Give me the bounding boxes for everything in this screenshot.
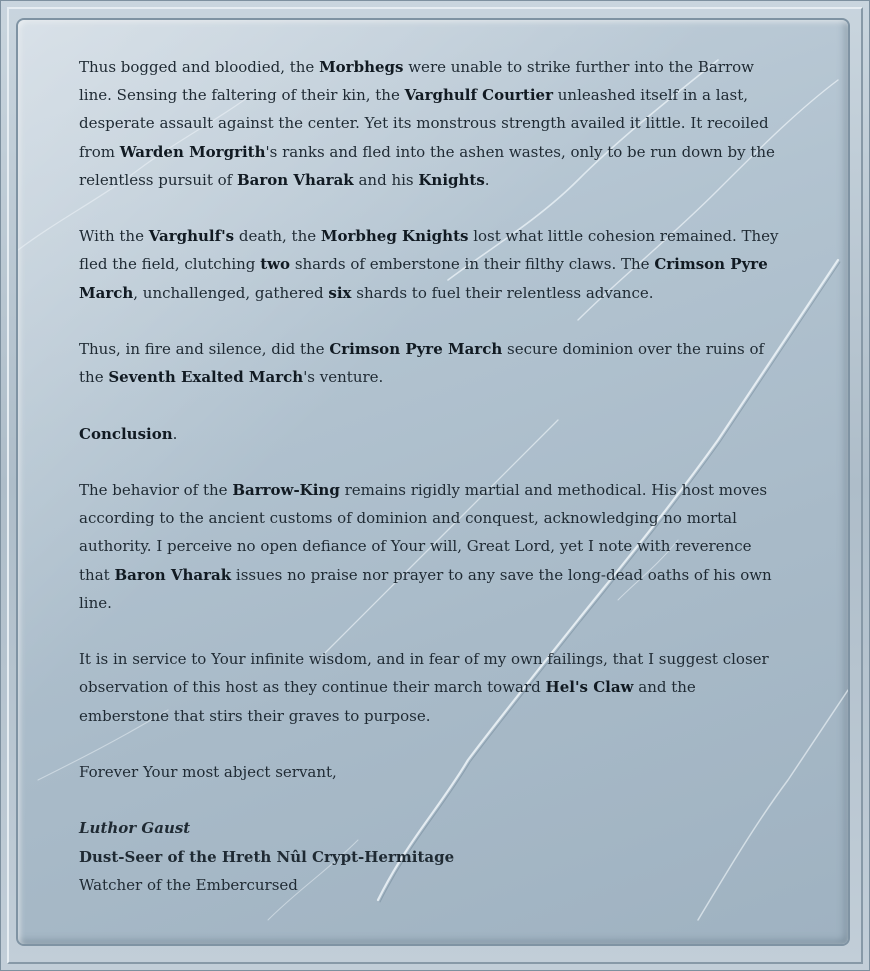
closing-line: Forever Your most abject servant, [79,762,337,781]
bold-term: Seventh Exalted March [108,368,304,387]
text-run: and his [353,170,419,189]
bold-term: Baron Vharak [114,565,232,584]
text-run: unleashed itself in a last, desperate assault against the center. Yet its monstrous strength availed it little. It recoiled from [79,86,769,161]
bold-term: Barrow-King [232,480,340,499]
bold-term: Baron Vharak [236,170,354,189]
text-run: 's venture. [303,368,384,387]
text-run: were unable to strike further into the Barrow line. Sensing the faltering of their kin, the [79,58,754,105]
text-run: secure dominion over the ruins of the [79,340,765,387]
text-run: shards of emberstone in their filthy claws. The [290,255,655,274]
text-run: It is in service to Your infinite wisdom, and in fear of my own failings, that I suggest closer observation of this host as they continue their march toward [79,650,769,697]
text-run: Thus, in fire and silence, did the [79,340,330,358]
bold-term: Hel's Claw [545,678,634,697]
text-run: lost what little cohesion remained. They fled the field, clutching [79,227,779,274]
text-run: , unchallenged, gathered [133,283,329,302]
bold-term: Varghulf's [148,227,235,246]
bold-term: Knights [418,170,485,189]
bold-term: Morbhegs [319,58,404,76]
bold-term: Warden Morgrith [119,142,266,161]
paragraph-2 [79,222,779,307]
text-run: issues no praise nor prayer to any save the long-dead oaths of his own line. [79,565,772,612]
bold-term: six [328,283,352,302]
text-run: Thus bogged and bloodied, the [79,58,320,76]
text-run: shards to fuel their relentless advance. [351,283,654,302]
paragraph-1 [79,53,779,194]
bold-term: two [260,255,291,274]
signature-name: Luthor Gaust [79,819,191,838]
bold-term: Morbheg Knights [320,227,469,246]
text-run: remains rigidly martial and methodical. His host moves according to the ancient customs of dominion and conquest, acknowledging no mortal authority. I perceive no open defiance of Your will, Great Lord, yet I note with reverence that [79,480,768,584]
text-run: 's ranks and fled into the ashen wastes, only to be run down by the relentless pursuit of [79,142,775,189]
paragraph-3 [79,335,779,391]
signature-subtitle: Watcher of the Embercursed [79,875,298,894]
text-run: With the [79,227,149,246]
text-run: The behavior of the [79,480,233,499]
text-run: and the emberstone that stirs their graves to purpose. [79,678,696,725]
text-run: . [172,424,178,443]
paragraph-5 [79,476,779,617]
bold-term: Crimson Pyre March [329,340,503,358]
paragraph-6 [79,645,779,730]
bold-term: Varghulf Courtier [404,86,553,105]
letter-body [79,53,779,899]
section-heading: Conclusion [79,424,173,443]
text-run: death, the [234,227,321,246]
signature-title: Dust-Seer of the Hreth Nûl Crypt-Hermitage [79,847,455,866]
paragraph-conclusion-heading [79,420,779,448]
text-run: . [484,170,490,189]
stone-tablet [18,20,848,944]
bold-term: Crimson Pyre March [79,255,768,302]
